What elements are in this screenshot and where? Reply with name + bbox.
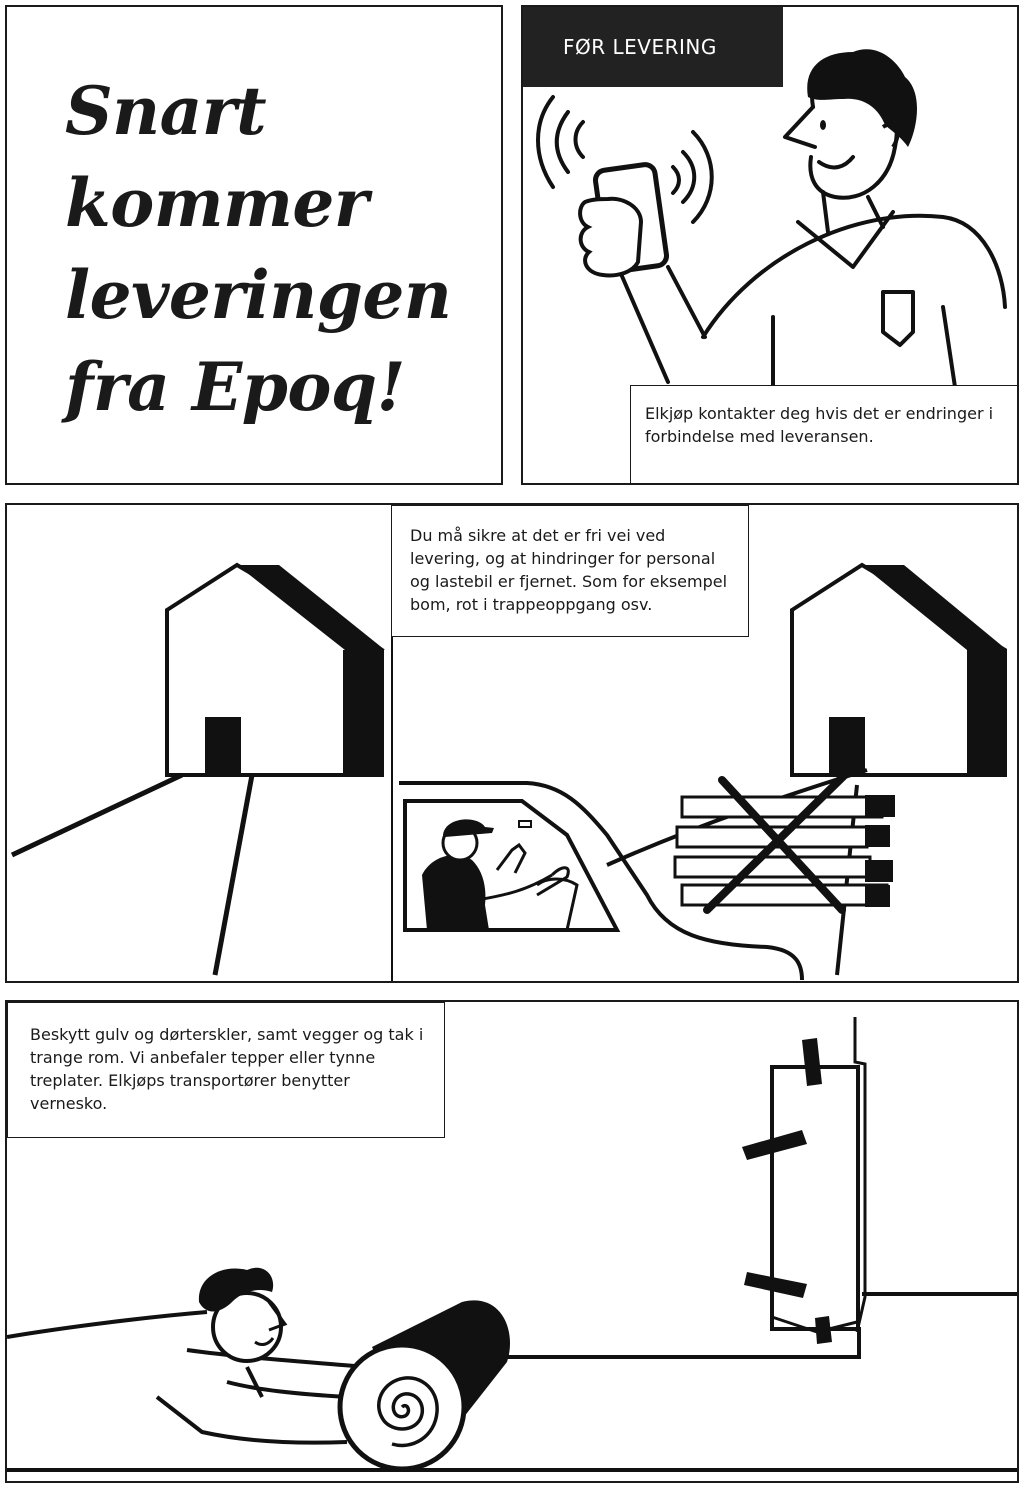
before-delivery-panel [521, 5, 1019, 485]
clear-path-panel [5, 503, 1019, 983]
before-delivery-label: FØR LEVERING [523, 7, 783, 87]
contact-caption: Elkjøp kontakter deg hvis det er endringer i forbindelse med leveransen. [630, 385, 1019, 485]
title-line-1: Snart [65, 72, 267, 150]
title-line-3: leveringen [65, 256, 452, 334]
title-line-2: kommer [65, 164, 369, 242]
title-line-4: fra Epoq! [65, 348, 406, 426]
protect-floor-panel [5, 1000, 1019, 1483]
title-panel [5, 5, 503, 485]
clear-path-caption: Du må sikre at det er fri vei ved levering, og at hindringer for personal og lastebil er fjernet. Som for eksempel bom, rot i trappeoppgang osv. [391, 505, 749, 637]
page-title [65, 65, 451, 433]
protect-floor-caption: Beskytt gulv og dørterskler, samt vegger og tak i trange rom. Vi anbefaler tepper eller tynne treplater. Elkjøps transportører benytter vernesko. [7, 1002, 445, 1138]
